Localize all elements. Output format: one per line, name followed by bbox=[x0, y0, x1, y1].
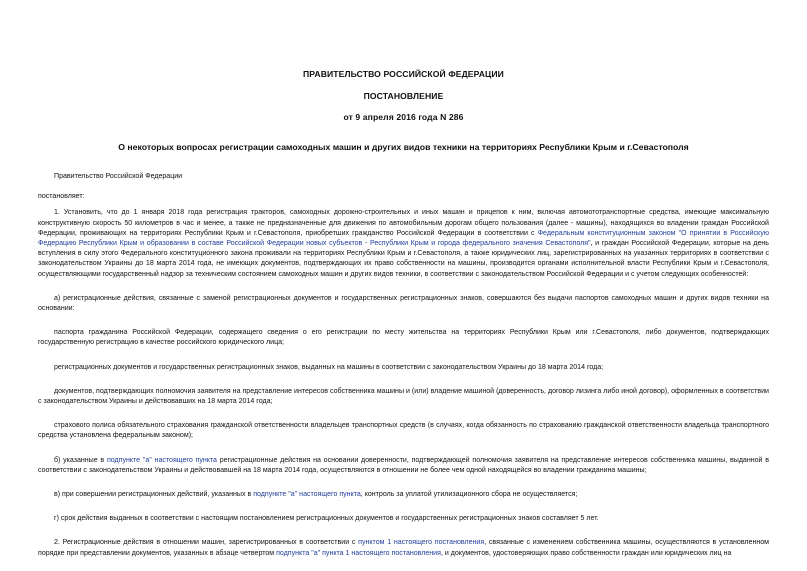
subparagraph-b-text-a: б) указанные в bbox=[54, 456, 107, 464]
subparagraph-a-link[interactable]: подпункте "а" настоящего пункта bbox=[106, 456, 217, 464]
subparagraph-b-text-b: регистрационные действия на основании доверенности, подтверждающей полномочия заявителя на представление интересов собственника машины, выданной в соответствии с законодательством Украины и действовавшей на 18 марта 2014 года, осуществляются в отношении не более чем одной находящейся во владении гражданина машины; bbox=[38, 456, 769, 474]
issuer-line: Правительство Российской Федерации bbox=[54, 173, 183, 180]
subparagraph-a-item-4: страхового полиса обязательного страхования гражданской ответственности владельцев транспортных средств (в случаях, когда обязанность по страхованию гражданской ответственности владельца транспортного средства установлена федеральным законом); bbox=[38, 422, 769, 440]
paragraph-1 bbox=[38, 208, 769, 279]
paragraph-2-text-c: , и документов, удостоверяющих право собственности граждан или юридических лиц на bbox=[440, 549, 732, 557]
document-body bbox=[38, 172, 769, 559]
subparagraph-a-link[interactable]: подпункте "а" настоящего пункта bbox=[253, 491, 361, 499]
paragraph-1-text-a: 1. Установить, что до 1 января 2018 года регистрация тракторов, самоходных дорожно-строительных и иных машин и прицепов к ним, включая автомототранспортные средства, имеющие максимальную конструктивную скорость 50 километров в час и менее, а также не предназначенные для движения по автомобильным дорогам общего пользования (далее - машины), находящихся во владении граждан Российской Федерации, проживающих на территориях Республики Крым и г.Севастополя, приобретших гражданство Российской Федерации в соответствии с bbox=[38, 209, 769, 237]
document-type-heading: ПОСТАНОВЛЕНИЕ bbox=[363, 91, 444, 101]
paragraph-1-link[interactable]: пунктом 1 настоящего постановления bbox=[358, 539, 485, 547]
resolves-line: постановляет: bbox=[38, 193, 85, 201]
paragraph-2 bbox=[38, 538, 769, 558]
subparagraph-a-paragraph-1-link[interactable]: подпункта "а" пункта 1 настоящего постановления bbox=[276, 549, 441, 557]
subparagraph-b bbox=[38, 456, 769, 476]
subparagraph-v-text-b: , контроль за уплатой утилизационного сбора не осуществляется; bbox=[360, 491, 578, 499]
date-number-heading: от 9 апреля 2016 года N 286 bbox=[343, 112, 464, 122]
subparagraph-a-item-2: регистрационных документов и государственных регистрационных знаков, выданных на машины в соответствии с законодательством Украины до 18 марта 2014 года; bbox=[54, 363, 604, 371]
paragraph-2-text-a: 2. Регистрационные действия в отношении машин, зарегистрированных в соответствии с bbox=[54, 539, 359, 547]
paragraph-1-text-b: , и граждан Российской Федерации, которые на день вступления в силу этого Федерального конституционного закона проживали на территориях Республики Крым и г.Севастополя, а также юридических лиц, зарегистрированных на указанных территориях в соответствии с законодательством Украины до 18 марта 2014 года, не имеющих документов, подтверждающих их право собственности на машины, производится органами исполнительной власти Республики Крым и г.Севастополя, осуществляющими государственный надзор за техническим состоянием самоходных машин и других видов техники, в соответствии с законодательством Российской Федерации и с учетом следующих особенностей: bbox=[38, 240, 769, 278]
subparagraph-v bbox=[38, 490, 769, 500]
government-heading: ПРАВИТЕЛЬСТВО РОССИЙСКОЙ ФЕДЕРАЦИИ bbox=[303, 69, 504, 79]
subparagraph-a-item-1: паспорта гражданина Российской Федерации, содержащего сведения о его регистрации по месту жительства на территориях Республики Крым или г.Севастополя, либо документов, подтверждающих государственную регистрацию в качестве российского юридического лица; bbox=[38, 329, 769, 347]
subparagraph-v-text-a: в) при совершении регистрационных действий, указанных в bbox=[54, 491, 254, 499]
paragraph-2-text-b: , связанные с изменением собственника машины, осуществляются в установленном порядке при представлении документов, указанных в абзаце четвертом bbox=[38, 539, 770, 557]
document-title: О некоторых вопросах регистрации самоходных машин и других видов техники на территориях Республики Крым и г.Севастополя bbox=[118, 142, 689, 152]
federal-law-link[interactable]: Федеральным конституционным законом "О принятии в Российскую Федерацию Республики Крым и образовании в составе Российской Федерации новых субъектов - Республики Крым и города федерального значения Севастополя" bbox=[38, 229, 770, 248]
subparagraph-a-item-3: документов, подтверждающих полномочия заявителя на представление интересов собственника машины и (или) владение машиной (доверенность, договор лизинга либо иной договор), оформленных в соответствии с законодательством Украины и действовавших на 18 марта 2014 года; bbox=[38, 387, 769, 406]
subparagraph-g: г) срок действия выданных в соответствии с настоящим постановлением регистрационных документов и государственных регистрационных знаков составляет 5 лет. bbox=[54, 515, 599, 523]
subparagraph-a: а) регистрационные действия, связанные с заменой регистрационных документов и государственных регистрационных знаков, совершаются без выдачи паспортов самоходных машин и других видов техники на основании: bbox=[38, 294, 769, 313]
